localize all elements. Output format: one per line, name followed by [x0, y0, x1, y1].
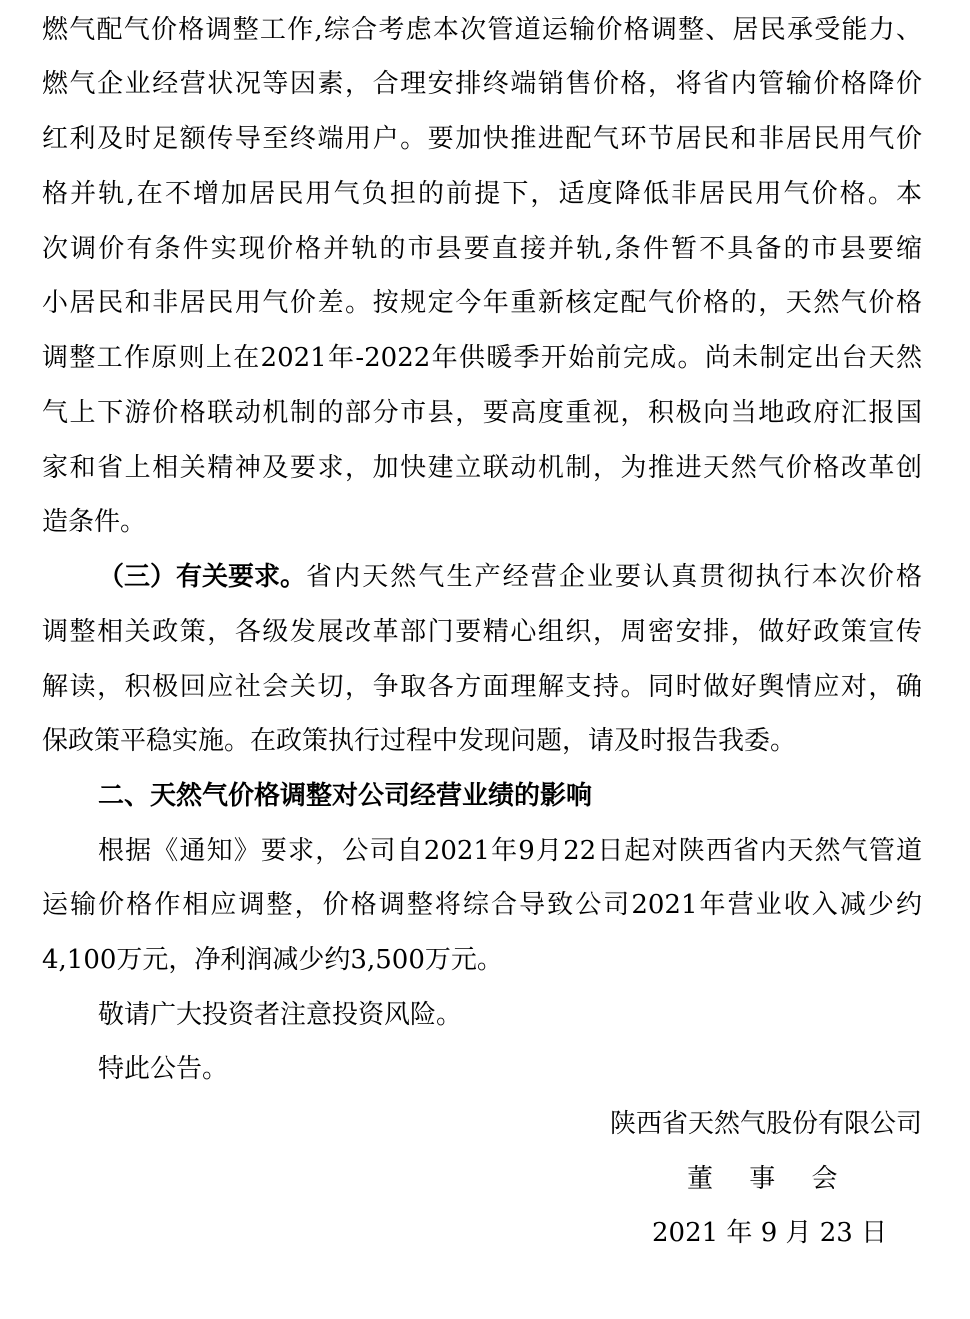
section-3-heading: （三）有关要求。 — [98, 562, 307, 592]
paragraph-line: 格并轨,在不增加居民用气负担的前提下，适度降低非居民用气价格。本 — [42, 179, 922, 209]
paragraph-line: 燃气配气价格调整工作,综合考虑本次管道运输价格调整、居民承受能力、 — [42, 15, 922, 45]
section-3-first-line — [98, 559, 922, 595]
paragraph-line: 红利及时足额传导至终端用户。要加快推进配气环节居民和非居民用气价 — [42, 124, 922, 154]
paragraph-line: 小居民和非居民用气价差。按规定今年重新核定配气价格的，天然气价格 — [42, 288, 922, 318]
paragraph-line: 燃气企业经营状况等因素，合理安排终端销售价格，将省内管输价格降价 — [42, 69, 922, 99]
announcement-close: 特此公告。 — [98, 1054, 229, 1084]
section-2-line: 4,100万元，净利润减少约3,500万元。 — [42, 945, 503, 975]
signature-board: 董 事 会 — [687, 1164, 852, 1194]
section-2-heading: 二、天然气价格调整对公司经营业绩的影响 — [98, 781, 593, 811]
paragraph-line: 造条件。 — [42, 507, 147, 537]
section-3-line: 解读，积极回应社会关切，争取各方面理解支持。同时做好舆情应对，确 — [42, 672, 922, 702]
section-2-line: 根据《通知》要求，公司自2021年9月22日起对陕西省内天然气管道 — [98, 836, 922, 866]
paragraph-line: 调整工作原则上在2021年-2022年供暖季开始前完成。尚未制定出台天然 — [42, 343, 922, 373]
paragraph-line: 气上下游价格联动机制的部分市县，要高度重视，积极向当地政府汇报国 — [42, 398, 922, 428]
risk-reminder: 敬请广大投资者注意投资风险。 — [98, 1000, 463, 1030]
paragraph-line: 次调价有条件实现价格并轨的市县要直接并轨,条件暂不具备的市县要缩 — [42, 234, 922, 264]
section-3-line: 保政策平稳实施。在政策执行过程中发现问题，请及时报告我委。 — [42, 726, 797, 756]
paragraph-line: 家和省上相关精神及要求，加快建立联动机制，为推进天然气价格改革创 — [42, 453, 922, 483]
signature-company: 陕西省天然气股份有限公司 — [609, 1109, 922, 1139]
section-2-line: 运输价格作相应调整，价格调整将综合导致公司2021年营业收入减少约 — [42, 890, 922, 920]
section-3-line: 调整相关政策，各级发展改革部门要精心组织，周密安排，做好政策宣传 — [42, 617, 922, 647]
section-3-line: 省内天然气生产经营企业要认真贯彻执行本次价格 — [306, 562, 922, 592]
signature-date: 2021 年 9 月 23 日 — [652, 1218, 888, 1248]
